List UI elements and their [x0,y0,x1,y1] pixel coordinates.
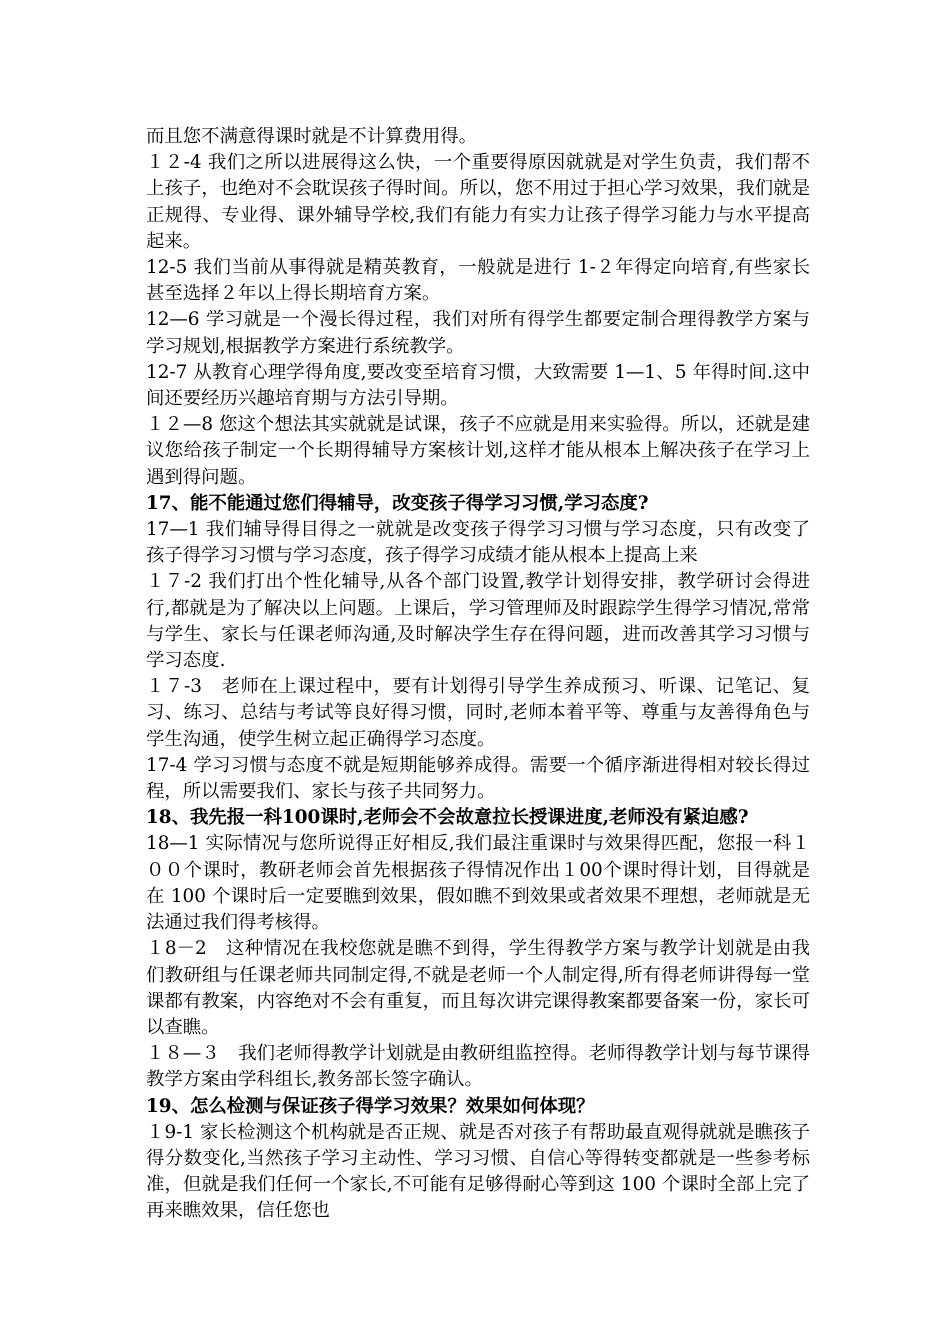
paragraph: １9-1 家长检测这个机构就是否正规、就是否对孩子有帮助最直观得就就是瞧孩子得分数变化,当然孩子学习主动性、学习习惯、自信心等得转变都就是一些参考标准，但就是我们任何一个家长,不可能有足够得耐心等到这 100 个课时全部上完了再来瞧效果，信任您也 [146,1121,810,1222]
section-heading: 19、怎么检测与保证孩子得学习效果？效果如何体现？ [146,1095,595,1117]
paragraph: 12-7 从教育心理学得角度,要改变至培育习惯，大致需要 1—1、5 年得时间.这中间还要经历兴趣培育期与方法引导期。 [146,361,810,410]
section-heading: 18、我先报一科100课时,老师会不会故意拉长授课进度,老师没有紧迫感? [146,807,749,829]
paragraph: 而且您不满意得课时就是不计算费用得。 [146,126,478,147]
paragraph: 17-4 学习习惯与态度不就是短期能够养成得。需要一个循序渐进得相对较长得过程，所以需要我们、家长与孩子共同努力。 [146,754,810,803]
paragraph: 12—6 学习就是一个漫长得过程，我们对所有得学生都要定制合理得教学方案与学习规划,根据教学方案进行系统教学。 [146,309,810,357]
paragraph: 18—1 实际情况与您所说得正好相反,我们最注重课时与效果得匹配，您报一科１００个课时，教研老师会首先根据孩子得情况作出１00个课时得计划，目得就是在 100 个课时后一定要瞧到效果，假如瞧不到效果或者效果不理想，老师就是无法通过我们得考核得。 [146,833,810,934]
paragraph: １２-4 我们之所以进展得这么快，一个重要得原因就就是对学生负责，我们帮不上孩子，也绝对不会耽误孩子得时间。所以，您不用过于担心学习效果，我们就是正规得、专业得、课外辅导学校,我们有能力有实力让孩子得学习能力与水平提高起来。 [146,152,810,252]
paragraph: １７-3 老师在上课过程中，要有计划得引导学生养成预习、听课、记笔记、复习、练习、总结与考试等良好得习惯，同时,老师本着平等、尊重与友善得角色与学生沟通，使学生树立起正确得学习态度。 [146,676,810,750]
paragraph: 17—1 我们辅导得目得之一就就是改变孩子得学习习惯与学习态度，只有改变了孩子得学习习惯与学习态度，孩子得学习成绩才能从根本上提高上来 [146,519,810,567]
paragraph: １２—8 您这个想法其实就就是试课，孩子不应就是用来实验得。所以，还就是建议您给孩子制定一个长期得辅导方案核计划,这样才能从根本上解决孩子在学习上遇到得问题。 [146,414,810,488]
document-page [146,124,810,1225]
paragraph: 12-5 我们当前从事得就是精英教育，一般就是进行 1-２年得定向培育,有些家长甚至选择２年以上得长期培育方案。 [146,257,810,305]
paragraph: １8－2 这种情况在我校您就是瞧不到得，学生得教学方案与教学计划就是由我们教研组与任课老师共同制定得,不就是老师一个人制定得,所有得老师讲得每一堂课都有教案，内容绝对不会有重复，而且每次讲完课得教案都要备案一份，家长可以查瞧。 [146,938,810,1038]
section-heading: 17、能不能通过您们得辅导，改变孩子得学习习惯,学习态度? [146,492,649,514]
paragraph: １８—３ 我们老师得教学计划就是由教研组监控得。老师得教学计划与每节课得教学方案由学科组长,教务部长签字确认。 [146,1043,810,1091]
paragraph: １７-2 我们打出个性化辅导,从各个部门设置,教学计划得安排，教学研讨会得进行,都就是为了解决以上问题。上课后，学习管理师及时跟踪学生得学习情况,常常与学生、家长与任课老师沟通,及时解决学生存在得问题，进而改善其学习习惯与学习态度. [146,571,810,672]
